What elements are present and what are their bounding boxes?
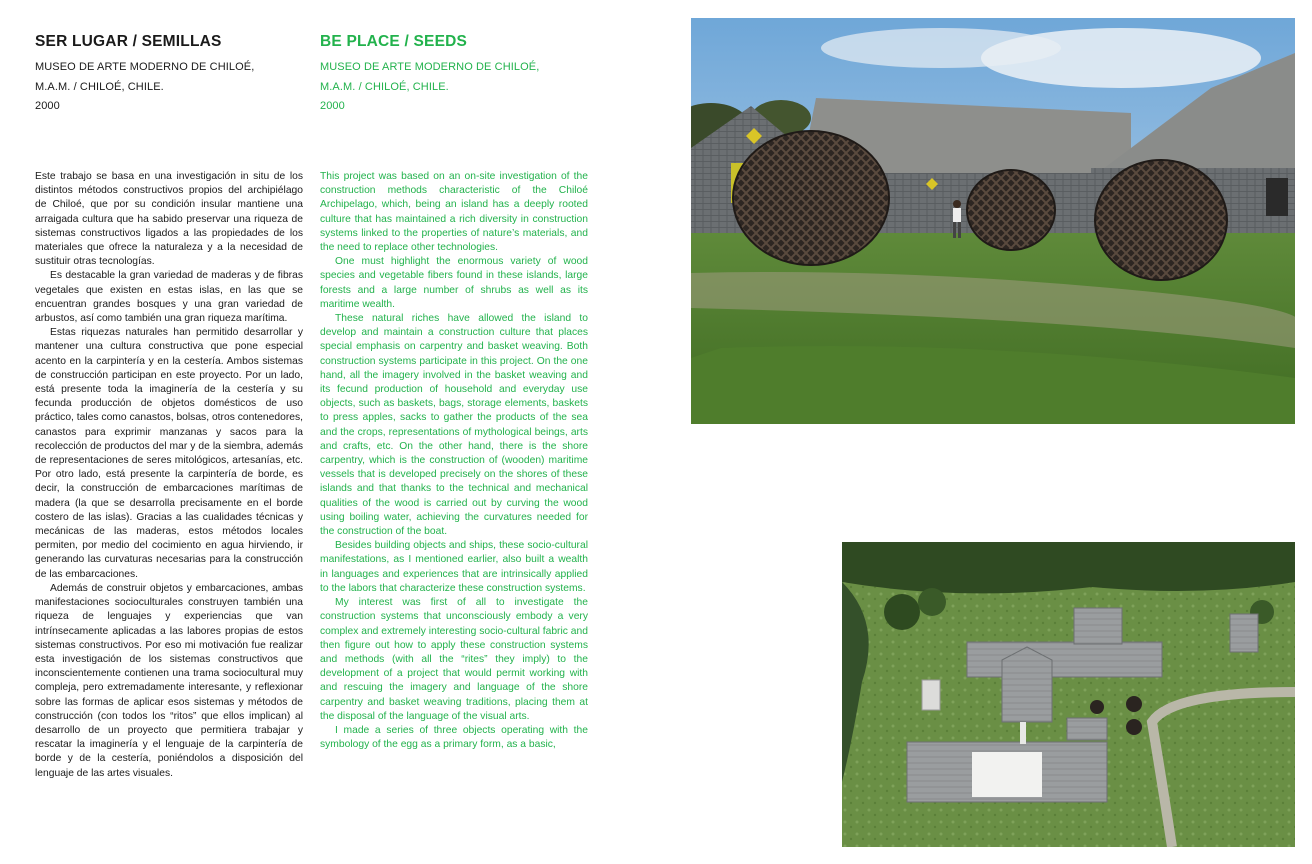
- english-paragraph: One must highlight the enormous variety of wood species and vegetable fibers found in these islands, large forests and a large number of shrubs as well as its maritime wealth.: [320, 256, 588, 310]
- english-location: M.A.M. / CHILOÉ, CHILE.: [320, 80, 449, 93]
- english-paragraph: Besides building objects and ships, these socio-cultural manifestations, as I mentioned earlier, also built a wealth in languages and experiences that are intrinsically applied to the labors that characterize these construction systems.: [320, 540, 588, 594]
- english-year: 2000: [320, 100, 345, 112]
- english-column: [320, 32, 588, 751]
- spanish-title: SER LUGAR / SEMILLAS: [35, 33, 222, 50]
- spanish-paragraph: Estas riquezas naturales han permitido desarrollar y mantener una cultura constructiva que pone especial acento en la carpintería y en la cestería. Ambos sistemas de construcción participan en este proyecto. Por un lado, está presente toda la imaginería de la cestería y su fecunda producción de objetos domésticos de uso práctico, tales como canastos, bolsas, otros contenedores, canastos para exprimir manzanas y sacos para la recolección de productos del mar y de la siembra, además de representaciones de seres mitológicos, artesanías, etc. Por otro lado, está presente la carpintería de borde, es decir, la construcción de embarcaciones marítimas de madera (la que se desarrolla precisamente en el borde costero de las islas). Gracias a las cualidades técnicas y mecánicas de las maderas, estos métodos locales permiten, por medio del cocimiento en agua hirviendo, ir generando las curvaturas necesarias para la construcción de las embarcaciones.: [35, 327, 303, 580]
- spanish-body-text: [35, 170, 303, 781]
- english-body-text: [320, 170, 588, 752]
- spanish-column: [35, 32, 303, 779]
- english-title: BE PLACE / SEEDS: [320, 33, 468, 50]
- english-museum: MUSEO DE ARTE MODERNO DE CHILOÉ,: [320, 61, 540, 73]
- spanish-location: M.A.M. / CHILOÉ, CHILE.: [35, 80, 164, 93]
- spanish-paragraph: Es destacable la gran variedad de maderas y de fibras vegetales que existen en estas islas, en las que se encuentran grandes bosques y una gran variedad de arbustos, así como también una gran riqueza marítima.: [35, 270, 303, 325]
- english-paragraph: This project was based on an on-site investigation of the construction methods characteristic of the Chiloé Archipelago, which, being an island has a deeply rooted culture that has maintained a rich diversity in construction systems linked to the properties of nature’s materials, and the need to replace other technologies.: [320, 171, 588, 254]
- spanish-paragraph: Además de construir objetos y embarcaciones, ambas manifestaciones socioculturales construyen también una riqueza de lenguajes y experiencias que van intrínsecamente aplicadas a las labores propias de estos sistemas constructivos. Por eso mi motivación fue realizar esta investigación de los sistemas constructivos que inconscientemente contienen una trama sociocultural muy compleja, pero extremadamente interesante, y reflexionar sobre las formas de aplicar esos sistemas y métodos de construcción (con todos los “ritos” que ellos implican) al desarrollo de un proyecto que permitiera trabajar y rescatar la imaginería y el lenguaje de la carpintería de borde y de la cestería, poniéndolos a disposición del lenguaje de las artes visuales.: [35, 582, 303, 779]
- english-paragraph: These natural riches have allowed the island to develop and maintain a construction culture that places special emphasis on carpentry and basket weaving. Both construction systems participate in this project. On the one hand, all the imagery involved in the basket weaving and its fecund production of household and everyday use objects, such as baskets, bags, storage elements, baskets to press apples, sacks to gather the products of the sea and the crops, representations of mythological beings, arts and crafts, etc. On the other hand, there is the shore carpentry, which is the construction of (wooden) maritime vessels that is developed precisely on the shores of these islands and that thanks to the technical and mechanical qualities of the wood is carried out by curving the wood using boiling water, achieving the curvatures needed for the construction of the boat.: [320, 313, 588, 538]
- woven-egg-sculptures-photo: [691, 18, 1295, 424]
- spanish-museum: MUSEO DE ARTE MODERNO DE CHILOÉ,: [35, 61, 255, 73]
- aerial-museum-photo: [842, 542, 1295, 847]
- english-paragraph: I made a series of three objects operating with the symbology of the egg as a primary form, as a basic,: [320, 724, 588, 751]
- english-paragraph: My interest was first of all to investigate the construction systems that unconsciously embody a very complex and extremely interesting socio-cultural fabric and then figure out how to apply these construction systems and methods (with all the “rites” they imply) to the development of a project that would permit working with and rescuing the imagery and language of the shore carpentry and basket weaving traditions, placing them at the disposal of the language of the visual arts.: [320, 597, 588, 722]
- spanish-year: 2000: [35, 100, 60, 112]
- spanish-paragraph: Este trabajo se basa en una investigación in situ de los distintos métodos constructivos propios del archipiélago de Chiloé, que por su condición insular mantiene una arraigada cultura que ha sabido preservar una riqueza de sistemas constructivos ligados a las propiedades de los materiales que ofrece la naturaleza y a la necesidad de sustituir otras tecnologías.: [35, 171, 303, 268]
